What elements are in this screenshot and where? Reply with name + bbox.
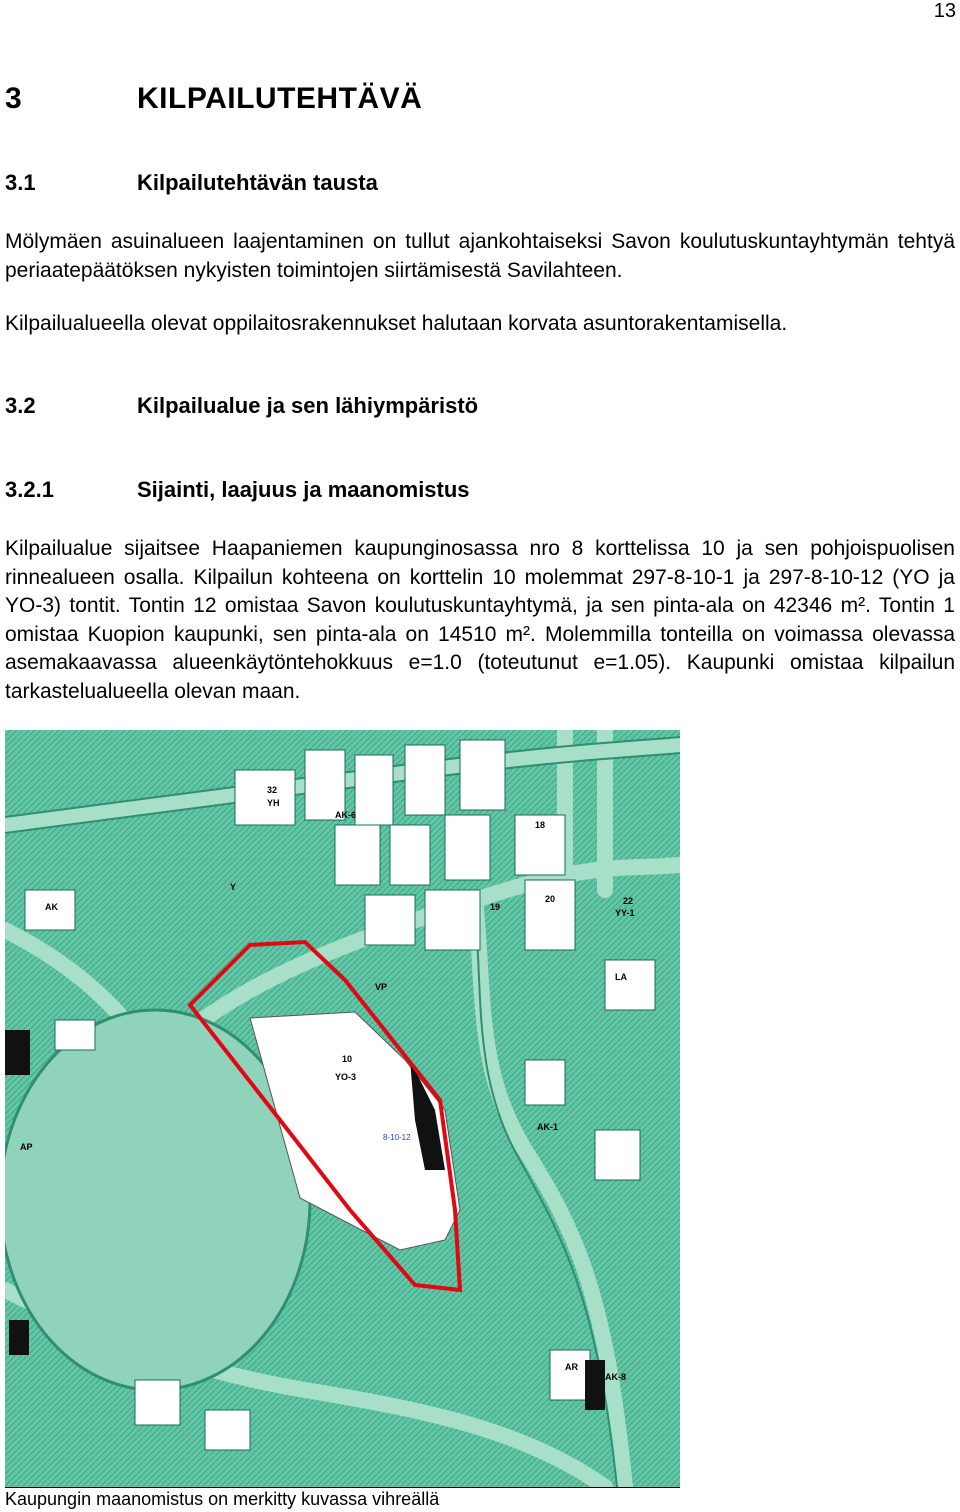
chapter-heading — [5, 82, 422, 116]
map-label: AK — [45, 902, 58, 912]
paragraph-background: Mölymäen asuinalueen laajentaminen on tullut ajankohtaiseksi Savon koulutuskuntayhtymän tehtyä periaatepäätöksen nykyisten toimintojen siirtämisestä Savilahteen. — [5, 230, 955, 282]
chapter-title: KILPAILUTEHTÄVÄ — [137, 82, 423, 115]
paragraph-replacement: Kilpailualueella olevat oppilaitosrakennukset halutaan korvata asuntorakentamisella. — [5, 312, 788, 335]
map-label: 20 — [545, 894, 556, 904]
map-label: LA — [615, 972, 627, 982]
map-label: VP — [375, 982, 388, 992]
map-drawing — [5, 730, 680, 1487]
map-label: YH — [267, 798, 280, 808]
map-label: AK-6 — [335, 810, 357, 820]
plot-number-label: 8-10-12 — [383, 1133, 411, 1142]
section-number: 3.2 — [5, 393, 36, 418]
section-heading-3-2 — [5, 393, 478, 419]
page-number: 13 — [933, 0, 956, 22]
section-number: 3.2.1 — [5, 477, 54, 502]
map-label: 18 — [535, 820, 546, 830]
map-label: AK-1 — [537, 1122, 559, 1132]
map-label: 19 — [490, 902, 501, 912]
section-heading-3-2-1 — [5, 477, 470, 503]
map-label: Y — [230, 882, 237, 892]
map-label: 22 — [623, 896, 634, 906]
section-title: Kilpailutehtävän tausta — [137, 170, 378, 195]
map-label: 32 — [267, 785, 278, 795]
chapter-number: 3 — [5, 82, 23, 115]
map-label: 10 — [342, 1054, 353, 1064]
map-label: YY-1 — [615, 908, 635, 918]
map-label: AK-8 — [605, 1372, 627, 1382]
map-label: AR — [565, 1362, 578, 1372]
map-label: YO-3 — [335, 1072, 357, 1082]
section-title: Kilpailualue ja sen lähiympäristö — [137, 393, 479, 418]
land-ownership-map — [5, 730, 680, 1487]
section-heading-3-1 — [5, 170, 378, 196]
paragraph-location: Kilpailualue sijaitsee Haapaniemen kaupunginosassa nro 8 korttelissa 10 ja sen pohjoispuolisen rinnealueen osalla. Kilpailun kohteena on korttelin 10 molemmat 297-8-10-1 ja 297-8-10-12 (YO ja YO-3) tontit. Tontin 12 omistaa Savon koulutuskuntayhtymä, ja sen pinta-ala on 42346 m². Tontin 1 omistaa Kuopion kaupunki, sen pinta-ala on 14510 m². Molemmilla tonteilla on voimassa olevassa asemakaavassa alueenkäytöntehokkuus e=1.0 (toteutunut e=1.05). Kaupunki omistaa kilpailun tarkastelualueella olevan maan. — [5, 537, 955, 703]
section-number: 3.1 — [5, 170, 36, 195]
map-label: AP — [20, 1142, 33, 1152]
map-caption: Kaupungin maanomistus on merkitty kuvassa vihreällä — [5, 1487, 680, 1510]
section-title: Sijainti, laajuus ja maanomistus — [137, 477, 470, 502]
